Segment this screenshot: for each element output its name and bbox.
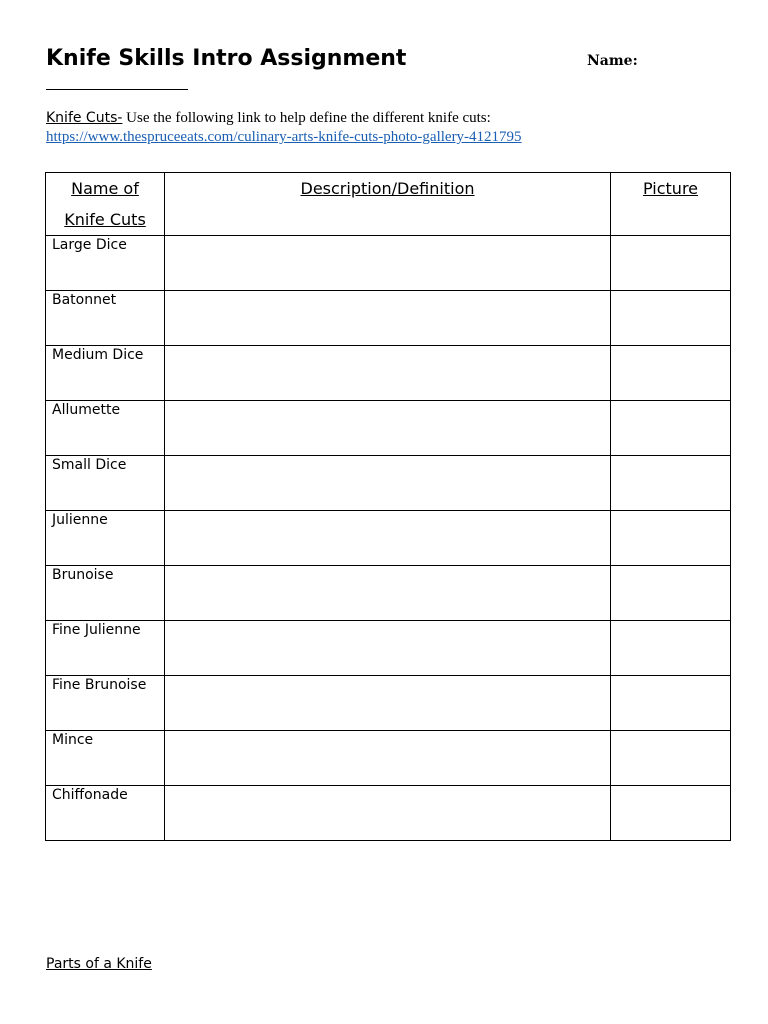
picture-cell[interactable] [611,346,731,401]
description-cell[interactable] [165,346,611,401]
cut-name-cell: Brunoise [46,566,165,621]
table-row [46,621,731,676]
description-cell[interactable] [165,456,611,511]
picture-cell[interactable] [611,566,731,621]
reference-link[interactable]: https://www.thespruceeats.com/culinary-arts-knife-cuts-photo-gallery-4121795 [46,129,522,145]
cut-name-cell: Fine Julienne [46,621,165,676]
table-row [46,676,731,731]
header-name-line1: Name of [71,179,139,198]
description-cell[interactable] [165,401,611,456]
parts-of-knife-heading: Parts of a Knife [46,956,152,972]
picture-cell[interactable] [611,621,731,676]
description-cell[interactable] [165,236,611,291]
picture-cell[interactable] [611,401,731,456]
table-row [46,291,731,346]
cut-name-cell: Small Dice [46,456,165,511]
cut-name-cell: Large Dice [46,236,165,291]
description-cell[interactable] [165,291,611,346]
table-row [46,786,731,841]
header-name-of-knife-cuts [46,173,165,236]
knife-cuts-table [45,172,731,841]
picture-cell[interactable] [611,291,731,346]
header-name-line2: Knife Cuts [64,210,146,229]
description-cell[interactable] [165,676,611,731]
cut-name-cell: Chiffonade [46,786,165,841]
table-row [46,731,731,786]
header-description: Description/Definition [165,173,611,236]
picture-cell[interactable] [611,731,731,786]
table-row [46,346,731,401]
description-cell[interactable] [165,786,611,841]
page-title: Knife Skills Intro Assignment [46,46,407,71]
cut-name-cell: Julienne [46,511,165,566]
table-row [46,401,731,456]
description-cell[interactable] [165,731,611,786]
cut-name-cell: Mince [46,731,165,786]
table-row [46,236,731,291]
description-cell[interactable] [165,566,611,621]
cut-name-cell: Allumette [46,401,165,456]
description-cell[interactable] [165,621,611,676]
description-cell[interactable] [165,511,611,566]
table-header-row [46,173,731,236]
cut-name-cell: Batonnet [46,291,165,346]
name-label: Name: [587,53,638,69]
cut-name-cell: Medium Dice [46,346,165,401]
table-row [46,566,731,621]
picture-cell[interactable] [611,236,731,291]
intro-paragraph [46,109,736,147]
picture-cell[interactable] [611,511,731,566]
name-blank-line [46,89,188,90]
cut-name-cell: Fine Brunoise [46,676,165,731]
header-picture: Picture [611,173,731,236]
picture-cell[interactable] [611,676,731,731]
picture-cell[interactable] [611,456,731,511]
knife-cuts-lead: Knife Cuts- [46,110,123,126]
intro-text: Use the following link to help define the different knife cuts: [126,110,491,126]
table-row [46,456,731,511]
table-row [46,511,731,566]
picture-cell[interactable] [611,786,731,841]
